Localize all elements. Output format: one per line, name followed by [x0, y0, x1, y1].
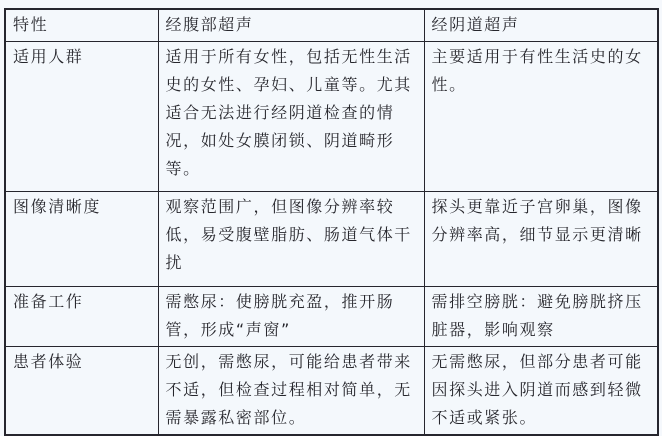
- vaginal-cell: 无需憋尿，但部分患者可能因探头进入阴道而感到轻微不适或紧张。: [424, 347, 658, 436]
- vaginal-cell: 主要适用于有性生活史的女性。: [424, 42, 658, 192]
- table-header-row: [5, 9, 658, 42]
- vaginal-cell: 需排空膀胱：避免膀胱挤压脏器，影响观察: [424, 287, 658, 347]
- table-container: [4, 8, 659, 436]
- header-cell-abdominal: 经腹部超声: [158, 9, 424, 42]
- vaginal-cell: 探头更靠近子宫卵巢，图像分辨率高，细节显示更清晰: [424, 192, 658, 287]
- abdominal-cell: 适用于所有女性，包括无性生活史的女性、孕妇、儿童等。尤其适合无法进行经阴道检查的情况，如处女膜闭锁、阴道畸形等。: [158, 42, 424, 192]
- table-row: [5, 192, 658, 287]
- feature-cell: 准备工作: [5, 287, 158, 347]
- abdominal-cell: 无创，需憋尿，可能给患者带来不适，但检查过程相对简单，无需暴露私密部位。: [158, 347, 424, 436]
- feature-cell: 患者体验: [5, 347, 158, 436]
- ultrasound-comparison-table: [4, 8, 659, 436]
- table-row: [5, 347, 658, 436]
- abdominal-cell: 需憋尿：使膀胱充盈，推开肠管，形成“声窗”: [158, 287, 424, 347]
- table-row: [5, 42, 658, 192]
- table-row: [5, 287, 658, 347]
- feature-cell: 适用人群: [5, 42, 158, 192]
- header-cell-feature: 特性: [5, 9, 158, 42]
- abdominal-cell: 观察范围广，但图像分辨率较低，易受腹壁脂肪、肠道气体干扰: [158, 192, 424, 287]
- header-cell-vaginal: 经阴道超声: [424, 9, 658, 42]
- feature-cell: 图像清晰度: [5, 192, 158, 287]
